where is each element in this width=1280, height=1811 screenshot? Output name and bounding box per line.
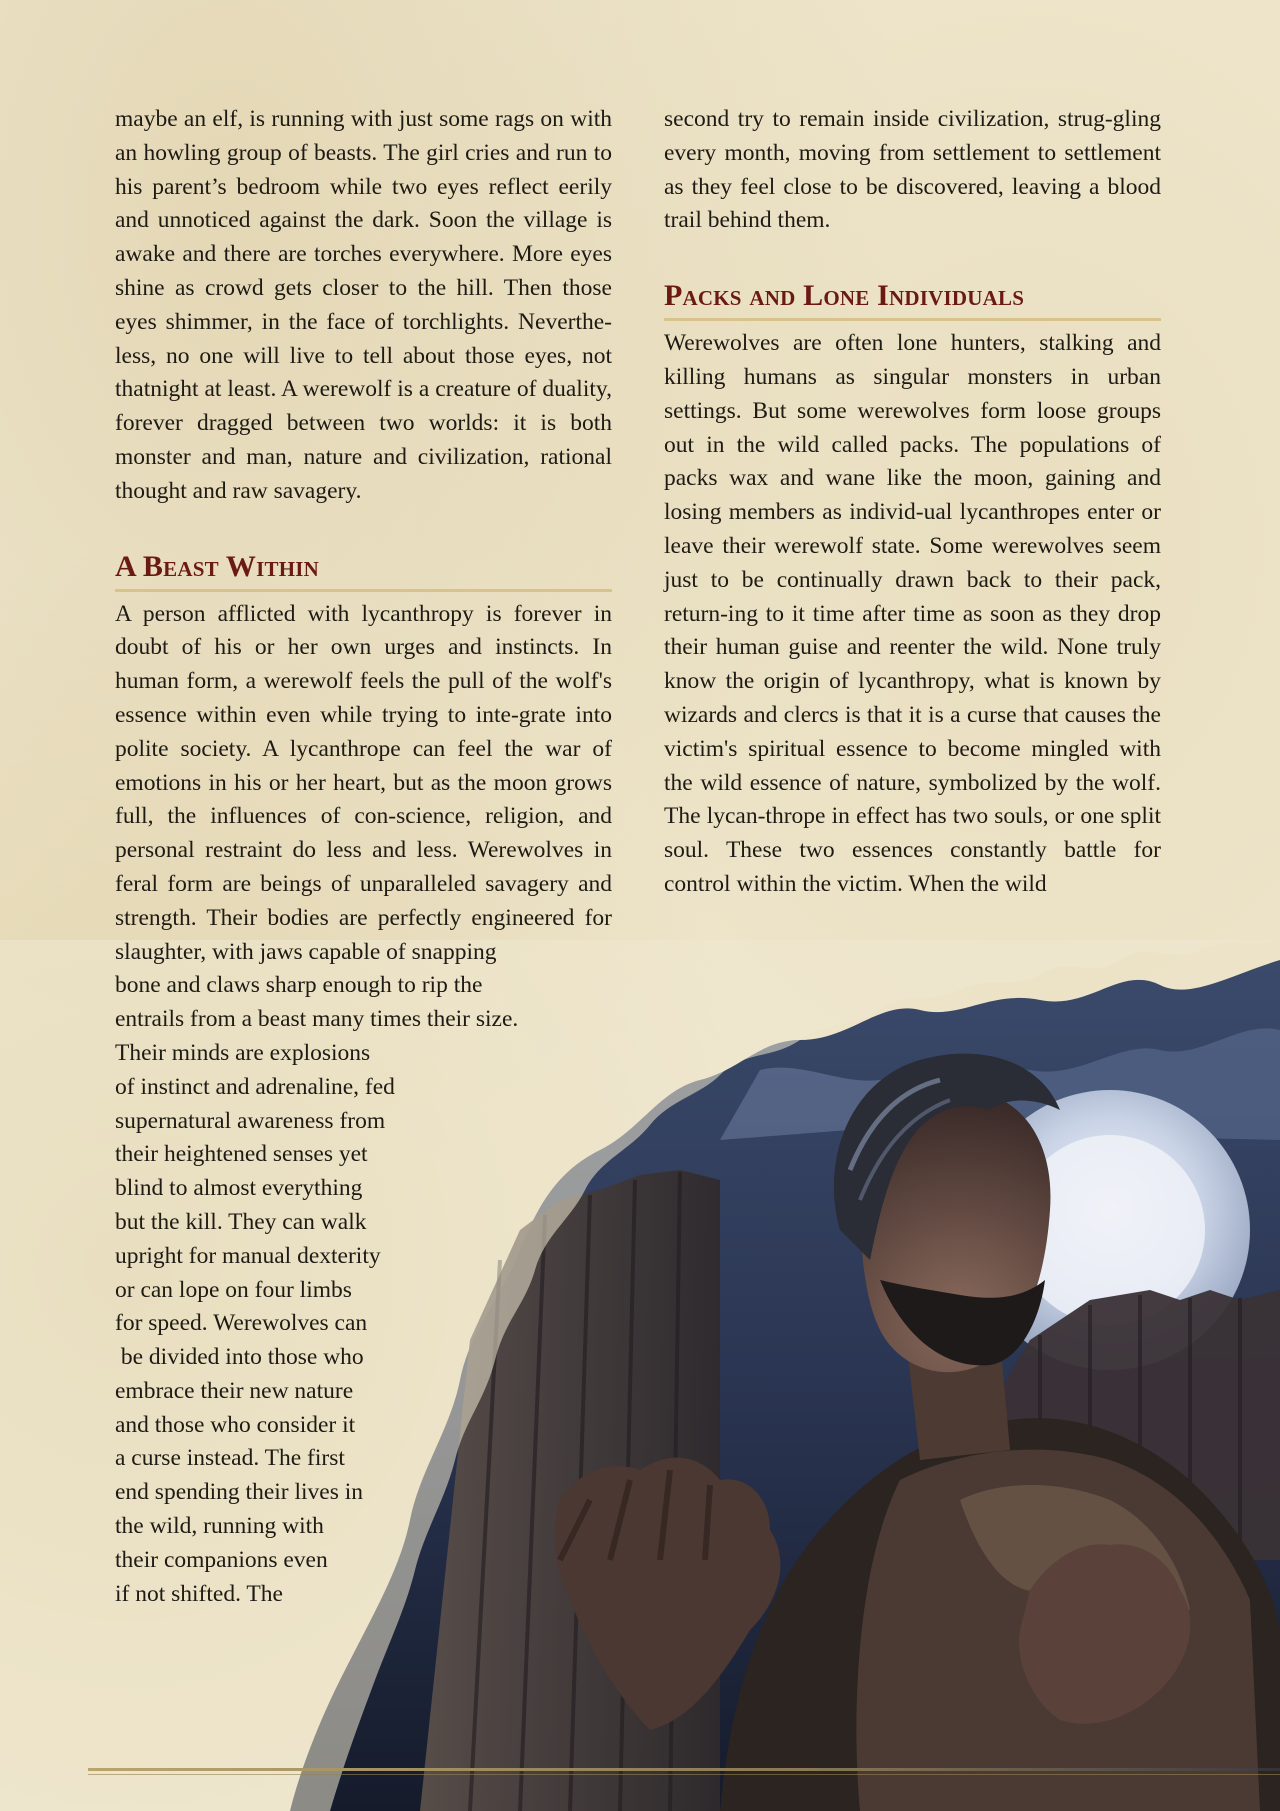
packs-paragraph: Werewolves are often lone hunters, stalking and killing humans as singular monsters in urban settings. But some werewolves form loose groups out in the wild called packs. The populations of packs wax and wane like the moon, gaining and losing members as individ-ual lycanthropes enter or leave their werewolf state. Some werewolves seem just to be continually drawn back to their pack, return-ing to it time after time as soon as they drop their human guise and reenter the wild. None truly know the origin of lycanthropy, what is known by wizards and clercs is that it is a curse that causes the victim's spiritual essence to become mingled with the wild essence of nature, symbolized by the wolf. The lycan-thrope in effect has two souls, or one split soul. These two essences constantly battle for control within the victim. When the wild [664,330,1161,897]
wrap-text-line: if not shifted. The [115,1580,283,1607]
section-heading-packs: Packs and Lone Individuals [664,278,1161,321]
right-column [664,103,1161,902]
wrap-text-line: for speed. Werewolves can [115,1310,368,1337]
footer-rule-thin [88,1774,1280,1775]
wrap-text-line: the wild, running with [115,1513,324,1540]
wrap-text-line: and those who consider it [115,1411,356,1438]
beast-paragraph: A person afflicted with lycanthropy is forever in doubt of his or her own urges and instincts. In human form, a werewolf feels the pull of the wolf's essence within even while trying to inte-grate into polite society. A lycanthrope can feel the war of emotions in his or her heart, but as the moon grows full, the influences of con-science, religion, and personal restraint do less and less. Werewolves in feral form are beings of unparalleled savagery and strength. Their bodies are perfectly engineered for slaughter, with jaws capable of snapping [115,600,612,965]
wrap-text-line: upright for manual dexterity [115,1242,381,1269]
wrap-text-line: their companions even [115,1546,328,1573]
wrap-text-line: supernatural awareness from [115,1107,386,1134]
wrap-text-line: bone and claws sharp enough to rip the [115,972,483,999]
wrap-text-line: blind to almost everything [115,1175,363,1202]
section-heading-beast-within: A Beast Within [115,549,612,592]
wrap-text-line: but the kill. They can walk [115,1208,367,1235]
wrap-text-line: of instinct and adrenaline, fed [115,1073,395,1100]
intro-paragraph: maybe an elf, is running with just some rags on with an howling group of beasts. The girl cries and run to his parent’s bedroom while two eyes reflect eerily and unnoticed against the dark. Soon the village is awake and there are torches everywhere. More eyes shine as crowd gets closer to the hill. Then those eyes shimmer, in the face of torchlights. Neverthe-less, no one will live to tell about those eyes, not thatnight at least. A werewolf is a creature of duality, forever dragged between two worlds: it is both monster and man, nature and civilization, rational thought and raw savagery. [115,106,612,504]
continuation-paragraph: second try to remain inside civilization, strug-gling every month, moving from settlement to settlement as they feel close to be discovered, leaving a blood trail behind them. [664,106,1161,234]
wrap-text-line: Their minds are explosions [115,1039,371,1066]
wrap-text-line: or can lope on four limbs [115,1276,352,1303]
footer-rule [88,1768,1280,1771]
wrap-text-line: a curse instead. The first [115,1445,345,1472]
left-column [115,103,612,1611]
wrap-text-line: end spending their lives in [115,1479,364,1506]
wrap-text-line: be divided into those who [115,1344,364,1371]
wrap-text-line: their heightened senses yet [115,1141,368,1168]
wrap-text-line: embrace their new nature [115,1377,354,1404]
wrap-text-line: entrails from a beast many times their size. [115,1006,519,1033]
